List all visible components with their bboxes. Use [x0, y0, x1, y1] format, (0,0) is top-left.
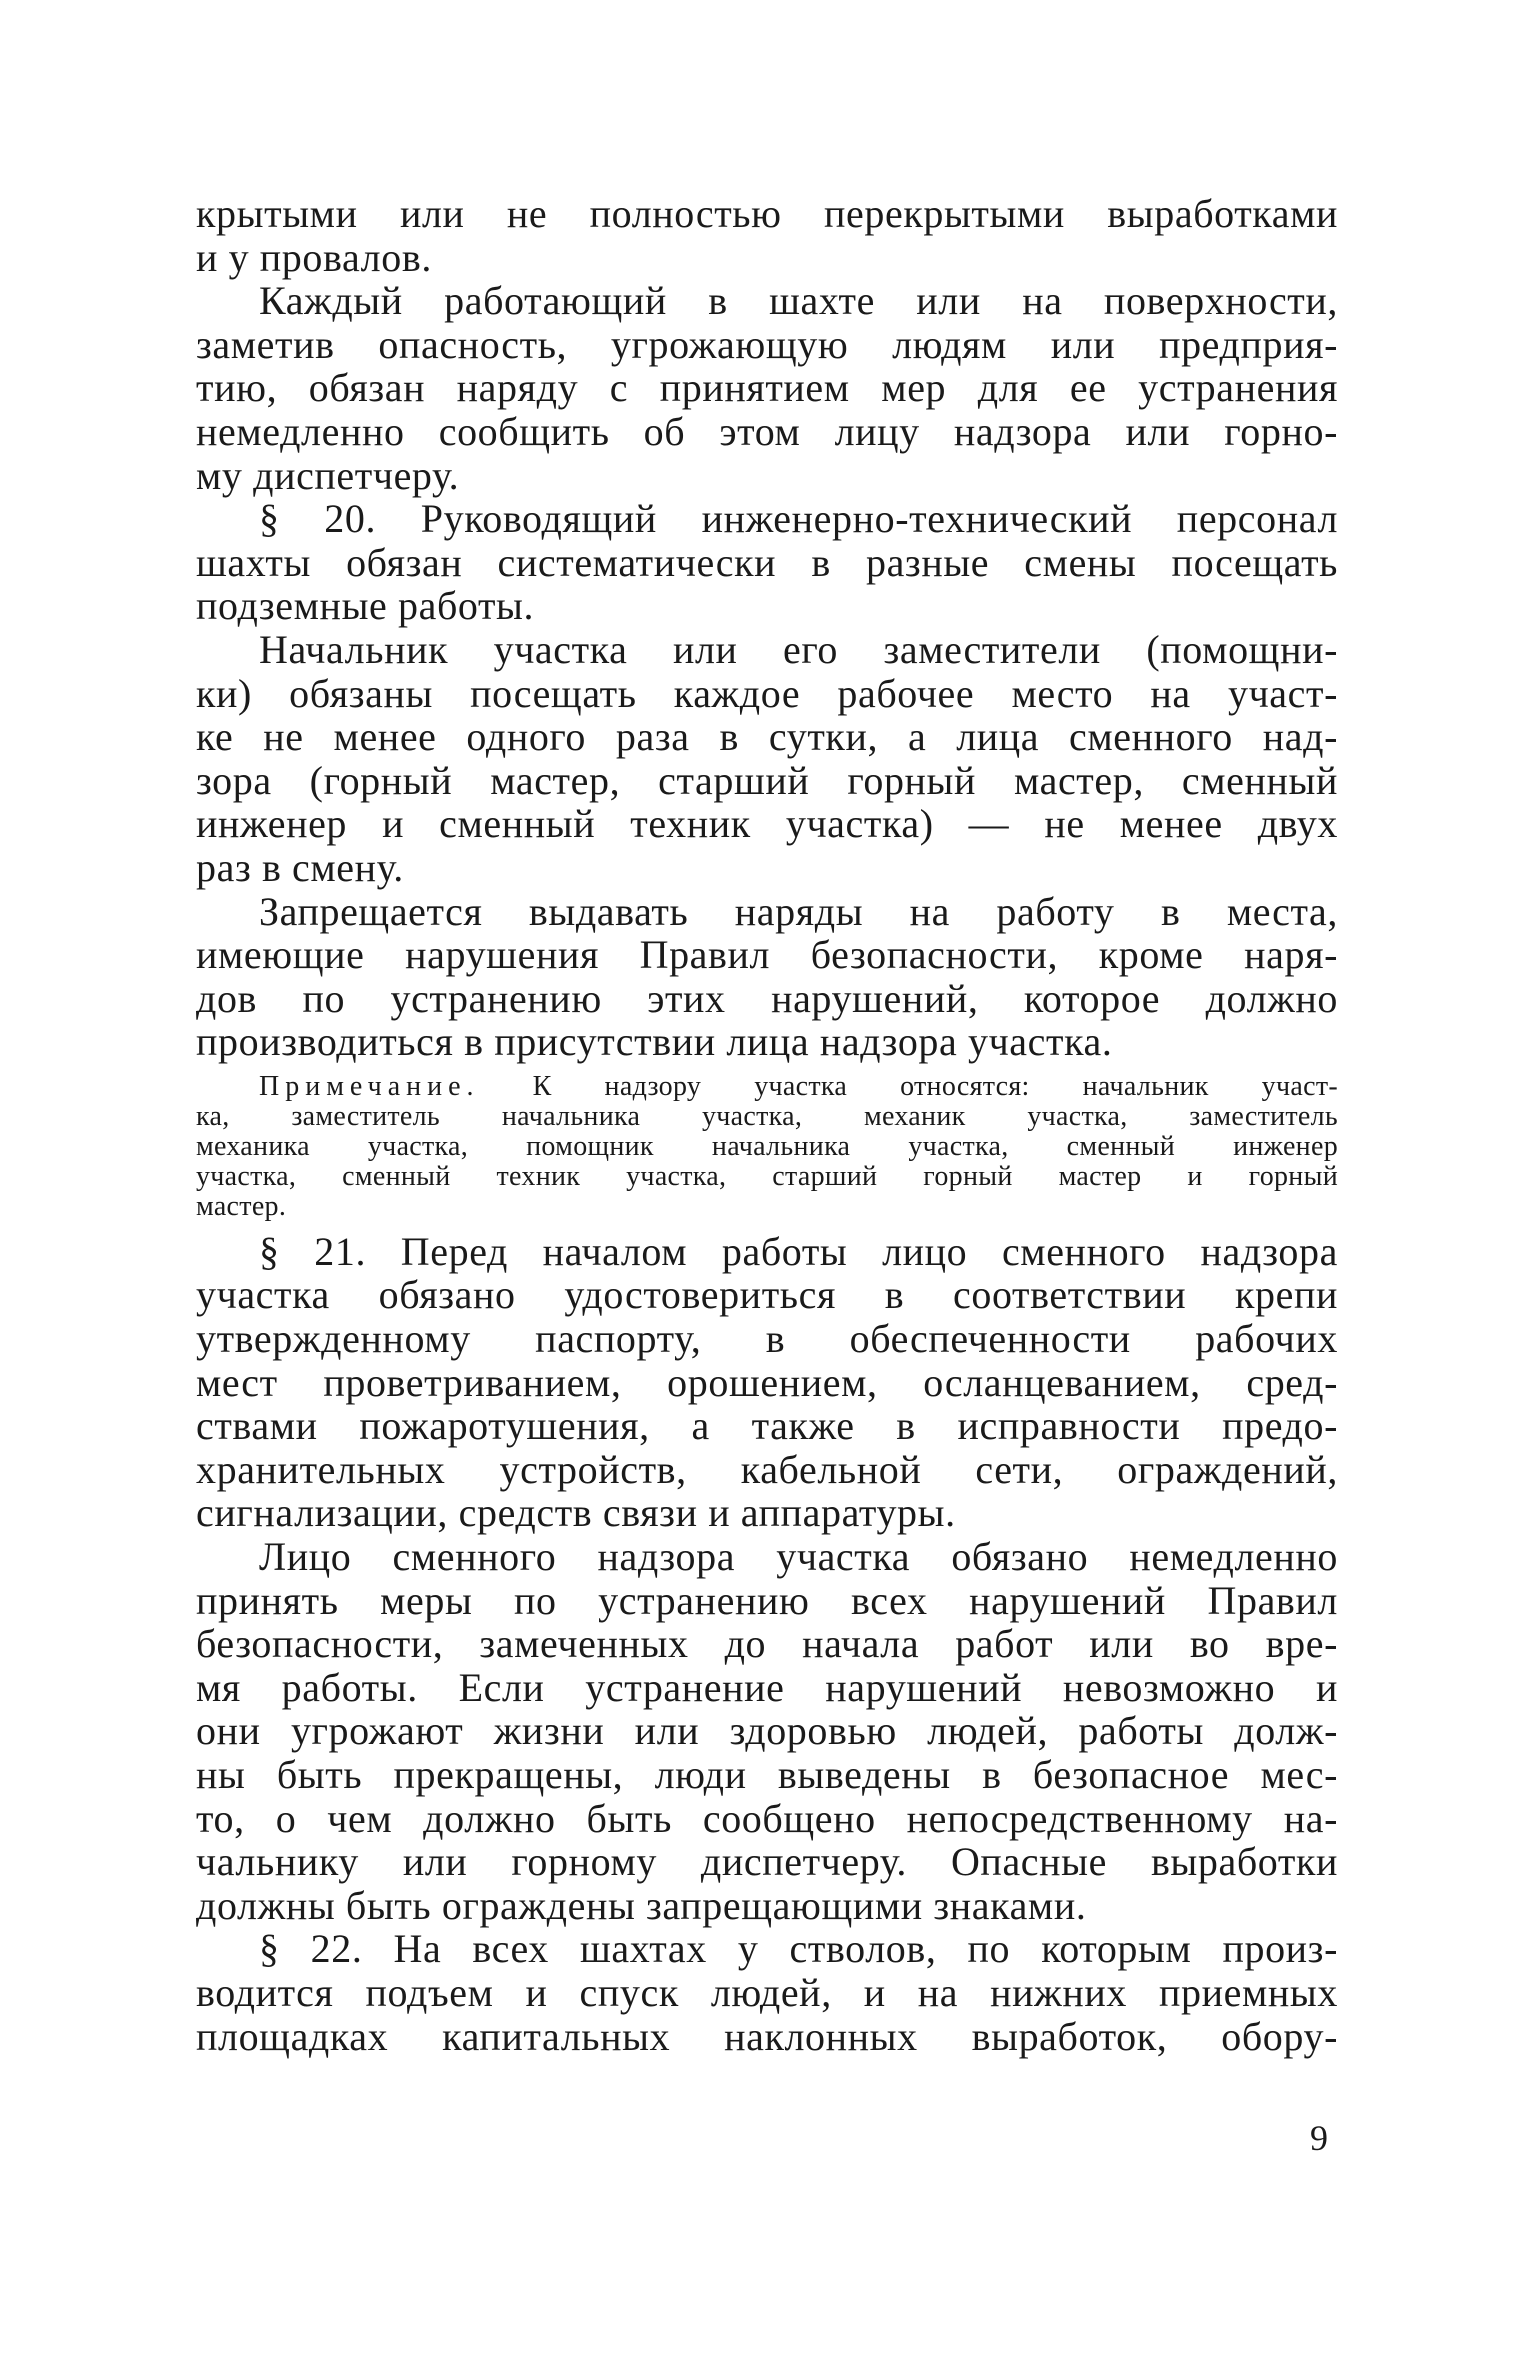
text-line: то, о чем должно быть сообщено непосредственному на-	[196, 1795, 1338, 1841]
note-line: ка, заместитель начальника участка, механик участка, заместитель	[196, 1100, 1338, 1132]
text-line: инженер и сменный техник участка) — не менее двух	[196, 801, 1338, 847]
paragraph-1	[196, 192, 1338, 279]
text-line: должны быть ограждены запрещающими знаками.	[196, 1882, 1087, 1928]
paragraph-section-21	[196, 1230, 1338, 1535]
paragraph-4	[196, 628, 1338, 890]
note-first-line	[196, 1072, 1338, 1102]
text-line: они угрожают жизни или здоровью людей, работы долж-	[196, 1708, 1338, 1754]
text-line: и у провалов.	[196, 234, 432, 280]
text-line: утвержденному паспорту, в обеспеченности рабочих	[196, 1316, 1338, 1362]
text-line: подземные работы.	[196, 583, 535, 629]
text-line: немедленно сообщить об этом лицу надзора или горно-	[196, 408, 1338, 454]
text-line: ке не менее одного раза в сутки, а лица сменного над-	[196, 714, 1338, 760]
paragraph-section-22	[196, 1927, 1338, 2058]
text-line: § 21. Перед началом работы лицо сменного надзора	[259, 1228, 1338, 1274]
text-line: Каждый работающий в шахте или на поверхности,	[259, 278, 1338, 324]
text-line: мя работы. Если устранение нарушений невозможно и	[196, 1664, 1338, 1710]
paragraph-section-20	[196, 497, 1338, 628]
text-line: § 22. На всех шахтах у стволов, по которым произ-	[259, 1926, 1338, 1972]
note-block	[196, 1072, 1338, 1222]
text-line: шахты обязан систематически в разные смены посещать	[196, 539, 1338, 585]
paragraph-7	[196, 1535, 1338, 1927]
text-line: ки) обязаны посещать каждое рабочее место на участ-	[196, 670, 1338, 716]
text-line: Запрещается выдавать наряды на работу в места,	[259, 888, 1338, 934]
text-line: мест проветриванием, орошением, осланцеванием, сред-	[196, 1359, 1338, 1405]
text-line: производиться в присутствии лица надзора участка.	[196, 1019, 1113, 1065]
text-line: чальнику или горному диспетчеру. Опасные выработки	[196, 1839, 1338, 1885]
note-text: К надзору участка относятся: начальник участ-	[532, 1070, 1338, 1102]
text-line: тию, обязан наряду с принятием мер для ее устранения	[196, 365, 1338, 411]
paragraph-5	[196, 890, 1338, 1064]
text-line: Начальник участка или его заместители (помощни-	[259, 626, 1338, 672]
text-line: принять меры по устранению всех нарушений Правил	[196, 1577, 1338, 1623]
text-line: крытыми или не полностью перекрытыми выработками	[196, 191, 1338, 236]
note-line: мастер.	[196, 1190, 287, 1222]
text-line: зора (горный мастер, старший горный мастер, сменный	[196, 757, 1338, 803]
text-line: имеющие нарушения Правил безопасности, кроме наря-	[196, 932, 1338, 978]
paragraph-2	[196, 279, 1338, 497]
text-line: водится подъем и спуск людей, и на нижних приемных	[196, 1969, 1338, 2015]
note-label: Примечание.	[259, 1070, 480, 1102]
text-line: участка обязано удостовериться в соответствии крепи	[196, 1272, 1338, 1318]
text-line: Лицо сменного надзора участка обязано немедленно	[259, 1534, 1338, 1580]
text-line: площадках капитальных наклонных выработок, обору-	[196, 2013, 1338, 2059]
text-line: раз в смену.	[196, 844, 404, 890]
text-line: безопасности, замеченных до начала работ или во вре-	[196, 1621, 1338, 1667]
document-page	[196, 192, 1338, 2058]
text-line: дов по устранению этих нарушений, которое должно	[196, 975, 1338, 1021]
text-line: му диспетчеру.	[196, 452, 460, 498]
text-line: ствами пожаротушения, а также в исправности предо-	[196, 1403, 1338, 1449]
text-line: сигнализации, средств связи и аппаратуры.	[196, 1490, 956, 1536]
text-line: заметив опасность, угрожающую людям или предприя-	[196, 321, 1338, 367]
text-line: ны быть прекращены, люди выведены в безопасное мес-	[196, 1752, 1338, 1797]
text-line: хранительных устройств, кабельной сети, ограждений,	[196, 1446, 1338, 1492]
page-number: 9	[1310, 2118, 1328, 2158]
note-line: участка, сменный техник участка, старший горный мастер и горный	[196, 1160, 1338, 1192]
note-line: механика участка, помощник начальника участка, сменный инженер	[196, 1130, 1338, 1162]
text-line: § 20. Руководящий инженерно-технический персонал	[259, 496, 1338, 542]
